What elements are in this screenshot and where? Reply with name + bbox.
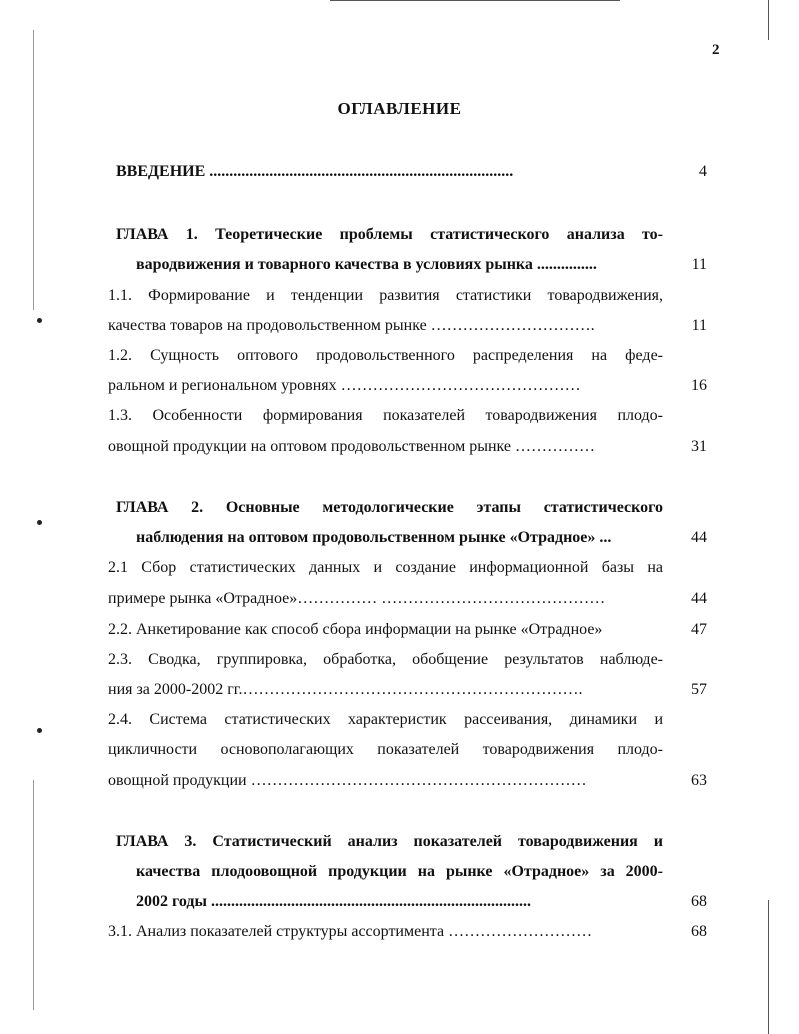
toc-entry-line: цикличности основополагающих показателей товародвижения плодо-	[108, 741, 663, 758]
toc-page-number: 68	[691, 893, 707, 910]
scan-artifact-right	[768, 0, 769, 40]
toc-page-number: 63	[691, 772, 707, 789]
toc-page-number: 44	[691, 590, 707, 607]
toc-entry-line: 3.1. Анализ показателей структуры ассортимента ………………………	[108, 923, 593, 940]
scan-artifact-left	[33, 30, 34, 310]
toc-page-number: 57	[691, 681, 707, 698]
toc-entry-line: качества плодоовощной продукции на рынке «Отрадное» за 2000-	[136, 863, 663, 880]
toc-entry-line: ральном и региональном уровнях ………………………………………	[108, 377, 581, 394]
toc-entry-line: 2.1 Сбор статистических данных и создание информационной базы на	[108, 559, 663, 576]
toc-entry-line: 2.2. Анкетирование как способ сбора информации на рынке «Отрадное»	[108, 621, 603, 638]
toc-entry-line: вародвижения и товарного качества в условиях рынка ...............	[136, 256, 597, 273]
toc-entry-line: овощной продукции ………………………………………………………	[108, 772, 587, 789]
toc-entry-line: наблюдения на оптовом продовольственном рынке «Отрадное» ...	[136, 529, 612, 546]
toc-entry-line: овощной продукции на оптовом продовольственном рынке ……………	[108, 438, 596, 455]
page-title: ОГЛАВЛЕНИЕ	[337, 99, 462, 118]
toc-entry-line: ГЛАВА 1. Теоретические проблемы статистического анализа то-	[116, 226, 663, 243]
toc-page-number: 11	[691, 256, 707, 273]
toc-entry-line: ния за 2000-2002 гг.……………………………………………………….	[108, 681, 583, 698]
toc-entry-line: 2.4. Система статистических характеристик рассеивания, динамики и	[108, 711, 663, 728]
page-number: 2	[712, 42, 720, 58]
toc-entry-line: 2002 годы ................................................................................	[136, 893, 531, 910]
toc-entry-line: 1.1. Формирование и тенденции развития статистики товародвижения,	[108, 287, 663, 304]
punch-hole-mark	[37, 520, 42, 525]
punch-hole-mark	[37, 318, 42, 323]
toc-entry-line: ГЛАВА 2. Основные методологические этапы статистического	[116, 499, 663, 516]
scan-artifact-left-lower	[33, 780, 34, 1010]
toc-page-number: 44	[691, 529, 707, 546]
toc-page-number: 16	[691, 377, 707, 394]
toc-entry-line: ВВЕДЕНИЕ ............................................................................	[116, 163, 514, 180]
toc-entry-line: качества товаров на продовольственном рынке ………………………….	[108, 317, 595, 334]
toc-entry-line: примере рынка «Отрадное»…………… ……………………………………	[108, 590, 606, 607]
toc-entry-line: 2.3. Сводка, группировка, обработка, обобщение результатов наблюде-	[108, 651, 663, 668]
toc-page-number: 47	[691, 621, 707, 638]
punch-hole-mark	[37, 728, 42, 733]
scan-artifact-top	[330, 0, 620, 1]
scan-artifact-right-bottom	[768, 900, 769, 1034]
toc-entry-line: 1.2. Сущность оптового продовольственного распределения на феде-	[108, 347, 663, 364]
toc-entry-line: 1.3. Особенности формирования показателей товародвижения плодо-	[108, 407, 663, 424]
toc-page-number: 31	[691, 438, 707, 455]
toc-entry-line: ГЛАВА 3. Статистический анализ показателей товародвижения и	[116, 833, 663, 850]
toc-page-number: 4	[699, 163, 707, 180]
toc-page-number: 68	[691, 923, 707, 940]
toc-page-number: 11	[691, 317, 707, 334]
